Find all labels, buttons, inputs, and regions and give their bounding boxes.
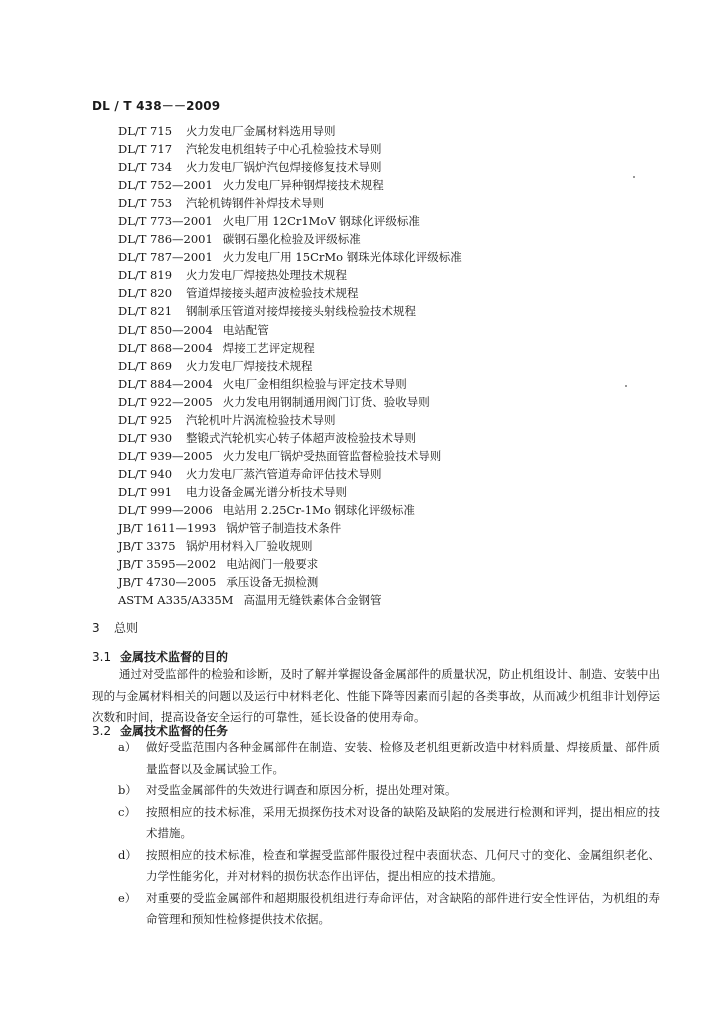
subsection-paragraph: 通过对受监部件的检验和诊断，及时了解并掌握设备金属部件的质量状况，防止机组设计、制造、安装中出现的与金属材料相关的问题以及运行中材料老化、性能下降等因素而引起的各类事故，从而减少机组非计划停运次数和时间，提高设备安全运行的可靠性，延长设备的使用寿命。 [92, 667, 660, 724]
task-item [118, 802, 660, 845]
reference-item [118, 194, 678, 212]
reference-title: 汽轮机铸钢件补焊技术导则 [186, 196, 324, 211]
reference-title: 高温用无缝铁素体合金钢管 [243, 593, 382, 608]
reference-code: DL/T 820 [118, 286, 173, 301]
reference-item [118, 284, 678, 302]
reference-item [118, 176, 678, 194]
reference-item [118, 158, 678, 176]
reference-title: 钢制承压管道对接焊接接头射线检验技术规程 [186, 304, 416, 319]
task-text: 做好受监范围内各种金属部件在制造、安装、检修及老机组更新改造中材料质量、焊接质量、部件质量监督以及金属试验工作。 [146, 740, 660, 776]
section-heading [92, 619, 138, 636]
reference-item [118, 501, 678, 519]
task-marker: a） [118, 740, 137, 754]
task-text: 按照相应的技术标准，检查和掌握受监部件服役过程中表面状态、几何尺寸的变化、金属组织老化、力学性能劣化，并对材料的损伤状态作出评估，提出相应的技术措施。 [146, 847, 660, 883]
reference-item [118, 375, 678, 393]
task-text: 按照相应的技术标准，采用无损探伤技术对设备的缺陷及缺陷的发展进行检测和评判，提出相应的技术措施。 [146, 804, 660, 840]
task-list [118, 737, 660, 931]
reference-title: 火力发电用钢制通用阀门订货、验收导则 [222, 394, 430, 409]
scan-speck [625, 385, 627, 387]
reference-item [118, 573, 678, 591]
task-item [118, 845, 660, 888]
reference-item [118, 266, 678, 284]
reference-item [118, 393, 678, 411]
task-item [118, 888, 660, 931]
reference-code: DL/T 819 [118, 268, 173, 283]
section-title: 总则 [114, 621, 139, 635]
reference-title: 整锻式汽轮机实心转子体超声波检验技术导则 [186, 430, 416, 445]
reference-code: DL/T 869 [118, 358, 173, 373]
reference-title: 锅炉用材料入厂验收规则 [186, 539, 313, 554]
reference-title: 火电厂金相组织检验与评定技术导则 [222, 376, 407, 391]
reference-code: DL/T 773—2001 [118, 214, 213, 229]
reference-title: 火力发电厂焊接技术规程 [186, 358, 313, 373]
reference-item [118, 483, 678, 501]
reference-code: JB/T 3595—2002 [118, 557, 217, 572]
reference-code: DL/T 925 [118, 412, 173, 427]
task-marker: d） [118, 847, 137, 862]
reference-item [118, 411, 678, 429]
reference-item [118, 555, 678, 573]
subsection-heading-3-1 [92, 648, 228, 665]
reference-code: DL/T 752—2001 [118, 178, 213, 193]
reference-title: 电站配管 [222, 322, 269, 337]
reference-title: 管道焊接接头超声波检验技术规程 [186, 286, 359, 301]
reference-item [118, 429, 678, 447]
reference-code: JB/T 1611—1993 [118, 521, 217, 536]
reference-title: 火电厂用 12Cr1MoV 钢球化评级标准 [222, 214, 420, 229]
reference-code: DL/T 884—2004 [118, 376, 213, 391]
reference-item [118, 212, 678, 230]
reference-item [118, 447, 678, 465]
task-marker: e） [118, 890, 137, 905]
reference-item [118, 122, 678, 140]
reference-item [118, 465, 678, 483]
reference-code: DL/T 734 [118, 160, 173, 175]
reference-title: 锅炉管子制造技术条件 [226, 521, 342, 536]
reference-item [118, 230, 678, 248]
reference-title: 火力发电厂异种钢焊接技术规程 [222, 178, 384, 193]
task-text: 对受监金属部件的失效进行调查和原因分析，提出处理对策。 [146, 783, 457, 797]
reference-code: DL/T 922—2005 [118, 394, 213, 409]
reference-code: DL/T 715 [118, 124, 173, 138]
scan-speck [633, 176, 635, 178]
reference-title: 电站阀门一般要求 [226, 557, 319, 572]
reference-code: DL/T 717 [118, 142, 173, 157]
reference-code: JB/T 3375 [118, 539, 176, 554]
reference-code: DL/T 850—2004 [118, 322, 213, 337]
reference-title: 火力发电厂焊接热处理技术规程 [186, 268, 347, 283]
reference-code: DL/T 991 [118, 484, 173, 499]
document-header: DL / T 438－－2009 [92, 99, 221, 113]
reference-code: DL/T 940 [118, 466, 173, 481]
reference-item [118, 339, 678, 357]
reference-item [118, 302, 678, 320]
reference-title: 火力发电厂金属材料选用导则 [186, 124, 336, 138]
reference-title: 汽轮机叶片涡流检验技术导则 [186, 412, 336, 427]
reference-item [118, 357, 678, 375]
reference-code: DL/T 753 [118, 196, 173, 211]
reference-title: 火力发电厂锅炉汽包焊接修复技术导则 [186, 160, 382, 175]
reference-code: DL/T 939—2005 [118, 448, 213, 463]
reference-code: DL/T 787—2001 [118, 250, 213, 265]
task-item [118, 780, 660, 802]
subsection-number: 3.2 [92, 724, 112, 738]
task-marker: b） [118, 783, 137, 797]
reference-code: DL/T 821 [118, 304, 173, 319]
reference-title: 电力设备金属光谱分析技术导则 [186, 484, 347, 499]
reference-item [118, 537, 678, 555]
reference-code: DL/T 999—2006 [118, 502, 213, 517]
reference-title: 火力发电厂用 15CrMo 钢珠光体球化评级标准 [222, 250, 462, 265]
task-marker: c） [118, 804, 136, 819]
reference-item [118, 591, 678, 609]
reference-code: JB/T 4730—2005 [118, 575, 217, 590]
reference-code: DL/T 868—2004 [118, 340, 213, 355]
subsection-number: 3.1 [92, 650, 112, 664]
reference-title: 承压设备无损检测 [226, 575, 319, 590]
section-number: 3 [92, 621, 100, 635]
subsection-title: 金属技术监督的目的 [120, 650, 229, 664]
subsection-title: 金属技术监督的任务 [120, 724, 229, 738]
reference-code: ASTM A335/A335M [118, 593, 234, 608]
reference-title: 焊接工艺评定规程 [222, 340, 315, 355]
reference-title: 火力发电厂蒸汽管道寿命评估技术导则 [186, 466, 382, 481]
reference-item [118, 519, 678, 537]
task-text: 对重要的受监金属部件和超期服役机组进行寿命评估，对含缺陷的部件进行安全性评估，为机组的寿命管理和预知性检修提供技术依据。 [146, 890, 660, 926]
reference-title: 火力发电厂锅炉受热面管监督检验技术导则 [222, 448, 442, 463]
reference-item [118, 248, 678, 266]
reference-code: DL/T 786—2001 [118, 232, 213, 247]
task-item [118, 737, 660, 780]
normative-references-list [118, 122, 678, 609]
reference-item [118, 140, 678, 158]
reference-title: 碳钢石墨化检验及评级标准 [222, 232, 361, 247]
reference-title: 汽轮发电机组转子中心孔检验技术导则 [186, 142, 382, 157]
reference-title: 电站用 2.25Cr-1Mo 钢球化评级标准 [222, 502, 415, 517]
reference-item [118, 321, 678, 339]
reference-code: DL/T 930 [118, 430, 173, 445]
